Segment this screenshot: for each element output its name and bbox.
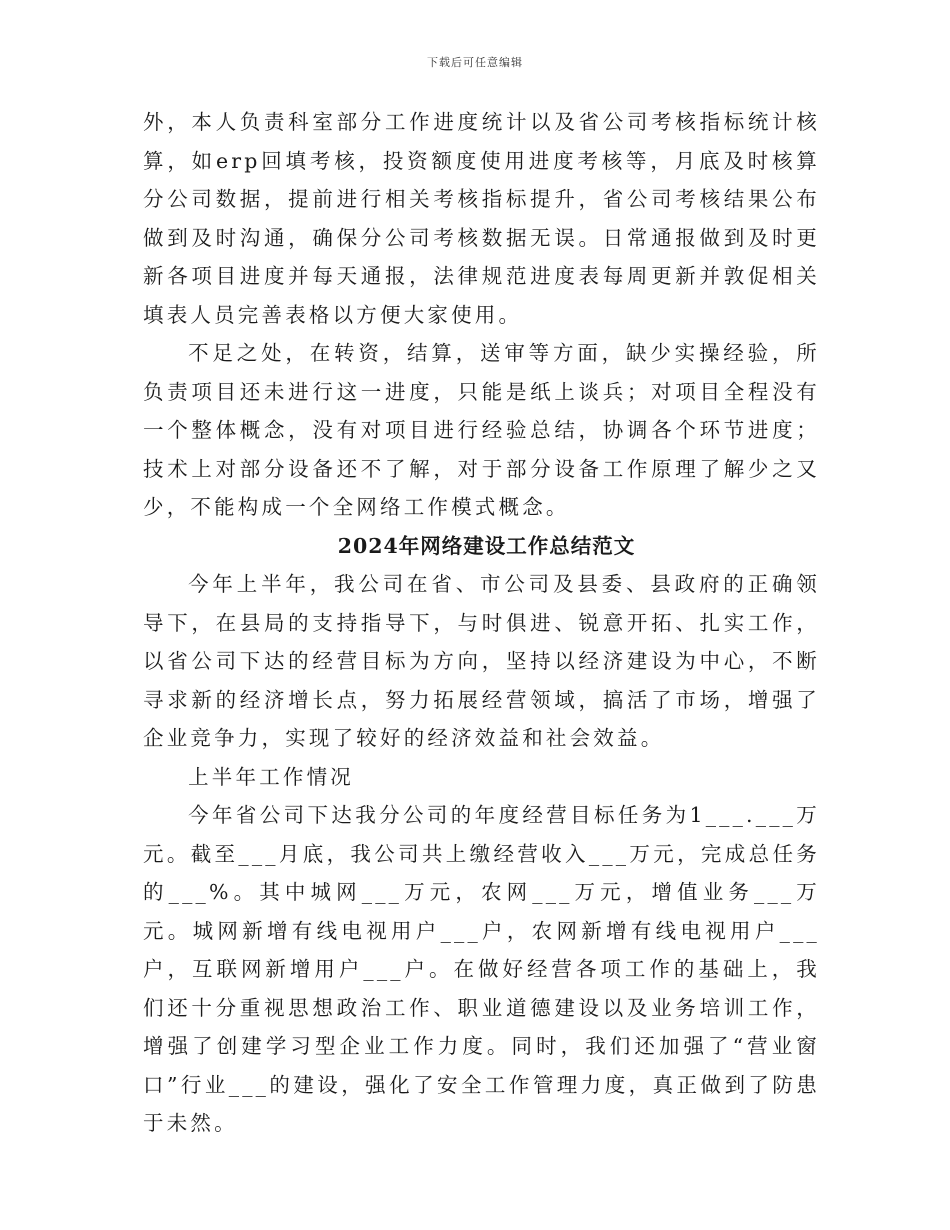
paragraph-targets: 今年省公司下达我分公司的年度经营目标任务为1___.___万元。截至___月底，我公司共上缴经营收入___万元，完成总任务的___%。其中城网___万元，农网___万元，增值业务___万元。城网新增有线电视用户___户，农网新增有线电视用户___户，互联网新增用户___户。在做好经营各项工作的基础上，我们还十分重视思想政治工作、职业道德建设以及业务培训工作，增强了创建学习型企业工作力度。同时，我们还加强了“营业窗口”行业___的建设，强化了安全工作管理力度，真正做到了防患于未然。 — [143, 803, 820, 1135]
paragraph-intro: 今年上半年，我公司在省、市公司及县委、县政府的正确领导下，在县局的支持指导下，与时俱进、锐意开拓、扎实工作，以省公司下达的经营目标为方向，坚持以经济建设为中心，不断寻求新的经济增长点，努力拓展经营领域，搞活了市场，增强了企业竞争力，实现了较好的经济效益和社会效益。 — [143, 572, 820, 750]
paragraph-continuation: 外，本人负责科室部分工作进度统计以及省公司考核指标统计核算，如erp回填考核，投资额度使用进度考核等，月底及时核算分公司数据，提前进行相关考核指标提升，省公司考核结果公布做到及时沟通，确保分公司考核数据无误。日常通报做到及时更新各项目进度并每天通报，法律规范进度表每周更新并敦促相关填表人员完善表格以方便大家使用。 — [143, 110, 820, 327]
document-body — [143, 103, 820, 1143]
paragraph-shortcomings: 不足之处，在转资，结算，送审等方面，缺少实操经验，所负责项目还未进行这一进度，只能是纸上谈兵；对项目全程没有一个整体概念，没有对项目进行经验总结，协调各个环节进度；技术上对部分设备还不了解，对于部分设备工作原理了解少之又少，不能构成一个全网络工作模式概念。 — [143, 341, 820, 519]
subheading-first-half: 上半年工作情况 — [188, 764, 354, 789]
section-title: 2024年网络建设工作总结范文 — [337, 533, 636, 558]
page-header: 下载后可任意编辑 — [427, 56, 523, 69]
